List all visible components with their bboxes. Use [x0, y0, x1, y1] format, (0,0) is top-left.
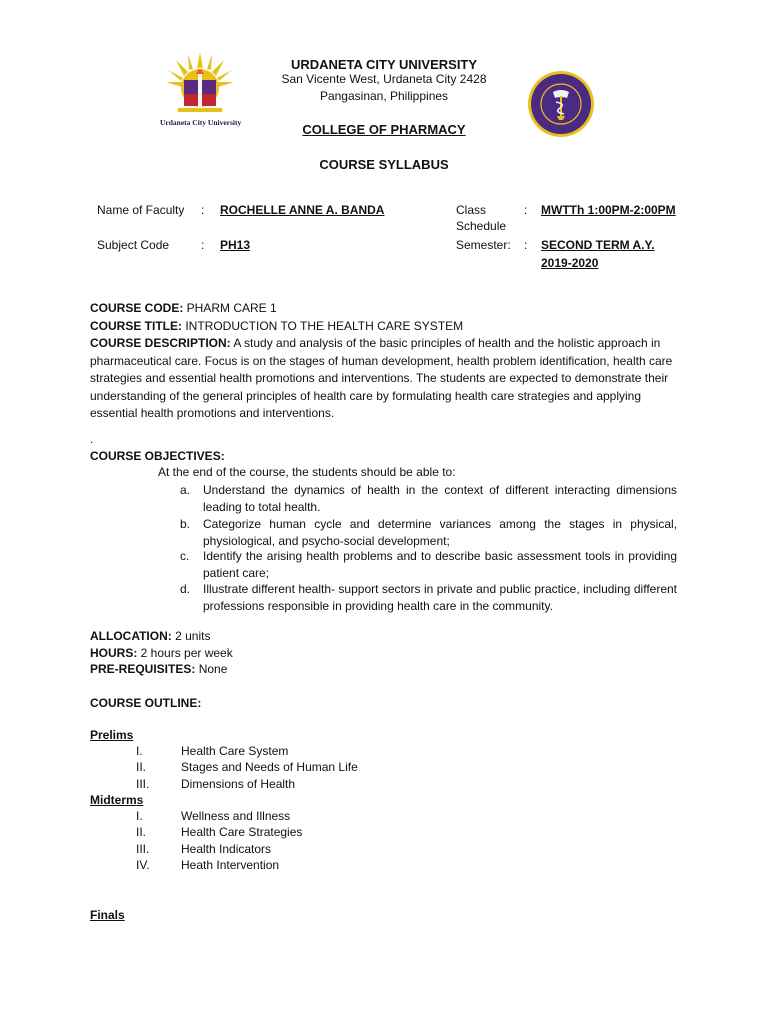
outline-topic: Health Indicators: [181, 842, 272, 856]
objective-letter: a.: [180, 483, 191, 497]
course-code-value: PHARM CARE 1: [183, 301, 277, 315]
course-description: [90, 335, 680, 423]
outline-topic: Health Care Strategies: [181, 825, 303, 839]
outline-topic: Stages and Needs of Human Life: [181, 760, 358, 774]
faculty-label: Name of Faculty: [97, 203, 185, 217]
objective-letter: d.: [180, 582, 191, 596]
semester-label: Semester:: [456, 238, 511, 252]
outline-number: III.: [136, 777, 150, 791]
objective-text: Categorize human cycle and determine variances among the stages in physical, physiological, and psycho-social development;: [203, 517, 677, 548]
allocation-value: 2 units: [171, 629, 211, 643]
finals-heading: Finals: [90, 908, 125, 922]
subject-code-colon: :: [201, 238, 205, 252]
outline-number: I.: [136, 809, 143, 823]
prelims-heading: Prelims: [90, 728, 134, 742]
stray-dot: .: [90, 432, 94, 446]
course-code-label: COURSE CODE:: [90, 301, 184, 315]
document-title: COURSE SYLLABUS: [319, 157, 449, 172]
allocation-line: [90, 629, 210, 643]
course-code-line: [90, 300, 680, 318]
outline-number: II.: [136, 825, 147, 839]
outline-topic: Wellness and Illness: [181, 809, 291, 823]
hours-line: [90, 646, 233, 660]
faculty-colon: :: [201, 203, 205, 217]
objectives-heading: COURSE OBJECTIVES:: [90, 449, 225, 463]
objectives-intro: At the end of the course, the students should be able to:: [158, 465, 456, 479]
hours-value: 2 hours per week: [137, 646, 233, 660]
prerequisites-line: [90, 662, 227, 676]
objective-item: [180, 581, 677, 614]
prerequisites-label: PRE-REQUISITES:: [90, 662, 196, 676]
outline-number: I.: [136, 744, 143, 758]
subject-code-value: PH13: [220, 238, 251, 252]
outline-topic: Health Care System: [181, 744, 289, 758]
outline-topic: Heath Intervention: [181, 858, 280, 872]
hours-label: HOURS:: [90, 646, 138, 660]
semester-value: SECOND TERM A.Y.: [541, 238, 655, 252]
prerequisites-value: None: [195, 662, 228, 676]
outline-topic: Dimensions of Health: [181, 777, 296, 791]
university-name: URDANETA CITY UNIVERSITY: [290, 57, 478, 72]
allocation-label: ALLOCATION:: [90, 629, 172, 643]
semester-colon: :: [524, 238, 528, 252]
course-description-text: A study and analysis of the basic principles of health and the holistic approach in pharmaceutical care. Focus is on the stages of human development, health problem identification, health care strategies and essential health promotions and interventions. The students are expected to demonstrate their understanding of the general principles of health care by formulating health care strategies and applying essential health promotions and interventions.: [90, 336, 673, 420]
course-title-line: [90, 318, 680, 336]
faculty-value: ROCHELLE ANNE A. BANDA: [220, 203, 385, 217]
outline-number: III.: [136, 842, 150, 856]
course-description-label: COURSE DESCRIPTION:: [90, 336, 231, 350]
college-name: COLLEGE OF PHARMACY: [302, 122, 466, 137]
address-line-1: San Vicente West, Urdaneta City 2428: [281, 72, 487, 86]
objective-text: Illustrate different health- support sectors in private and public practice, including different professions responsible in providing health care in the community.: [203, 582, 677, 613]
objective-letter: c.: [180, 549, 190, 563]
objective-letter: b.: [180, 517, 191, 531]
course-info-block: [90, 300, 680, 423]
course-outline-heading: COURSE OUTLINE:: [90, 696, 202, 710]
midterms-heading: Midterms: [90, 793, 144, 807]
objective-text: Understand the dynamics of health in the context of different interacting dimensions leading to total health.: [203, 483, 677, 514]
objective-item: [180, 516, 677, 549]
schedule-value: MWTTh 1:00PM-2:00PM: [541, 203, 676, 217]
address-line-2: Pangasinan, Philippines: [319, 89, 449, 103]
objective-item: [180, 548, 677, 581]
course-title-label: COURSE TITLE:: [90, 318, 182, 333]
objective-text: Identify the arising health problems and to describe basic assessment tools in providing patient care;: [203, 549, 677, 580]
schedule-label-2: Schedule: [456, 219, 507, 233]
semester-value-2: 2019-2020: [541, 256, 599, 270]
objective-item: [180, 482, 677, 515]
schedule-label: Class: [456, 203, 487, 217]
outline-number: II.: [136, 760, 147, 774]
outline-number: IV.: [136, 858, 150, 872]
logo-caption: Urdaneta City University: [160, 118, 242, 127]
schedule-colon: :: [524, 203, 528, 217]
subject-code-label: Subject Code: [97, 238, 170, 252]
course-title-value: INTRODUCTION TO THE HEALTH CARE SYSTEM: [182, 318, 464, 333]
